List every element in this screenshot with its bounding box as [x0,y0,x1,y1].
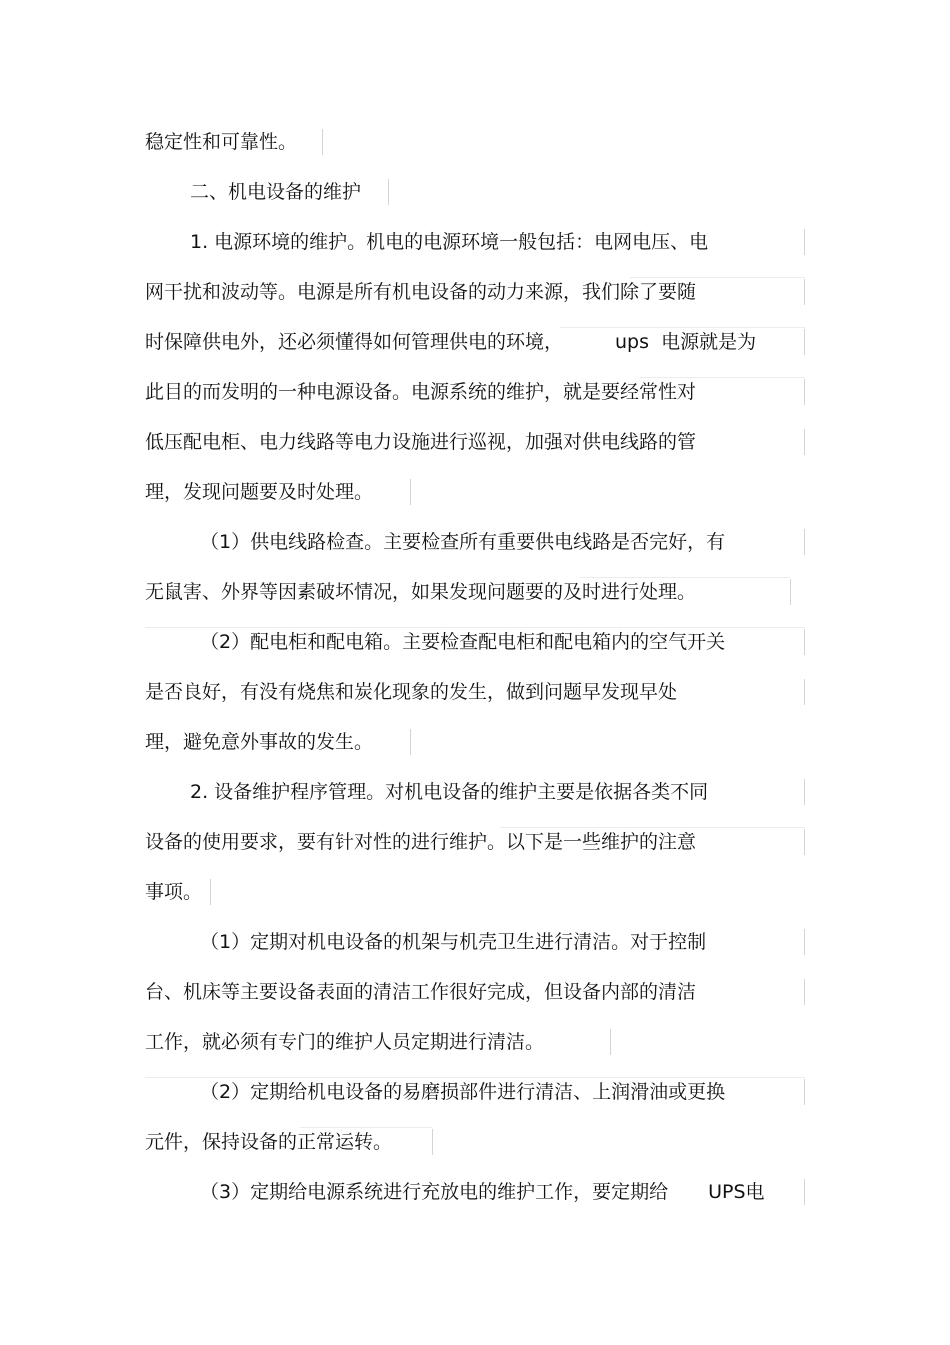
text-line: （2）定期给机电设备的易磨损部件进行清洁、上润滑油或更换 [200,1081,726,1103]
text-line [200,1177,805,1207]
text-line: 稳定性和可靠性。 [145,131,298,153]
line-edge [804,779,805,805]
text-line: 低压配电柜、电力线路等电力设施进行巡视，加强对供电线路的管 [145,431,697,453]
line-hint [145,1077,805,1078]
text-segment: UPS电 [708,1181,765,1203]
text-line: 事项。 [145,881,203,903]
line-edge [210,879,211,905]
line-edge [804,929,805,955]
line-edge [322,129,323,155]
line-edge [790,579,791,605]
line-edge [610,1029,611,1055]
section-heading: 二、机电设备的维护 [190,181,362,203]
line-edge [410,729,411,755]
text-line: 是否良好，有没有烧焦和炭化现象的发生，做到问题早发现早处 [145,681,678,703]
text-line: 无鼠害、外界等因素破坏情况，如果发现问题要的及时进行处理。 [145,581,697,603]
line-hint [630,277,805,278]
text-segment: （3）定期给电源系统进行充放电的维护工作，要定期给 [200,1181,669,1203]
line-hint [500,827,805,828]
text-line: 理，避免意外事故的发生。 [145,731,374,753]
line-edge [432,1129,433,1155]
line-hint [580,577,790,578]
line-edge [804,679,805,705]
line-edge [804,329,805,355]
text-line: 网干扰和波动等。电源是所有机电设备的动力来源，我们除了要随 [145,281,697,303]
text-line: （1）定期对机电设备的机架与机壳卫生进行清洁。对于控制 [200,931,707,953]
line-edge [804,979,805,1005]
text-segment: 时保障供电外，还必须懂得如何管理供电的环境， [145,331,564,353]
text-line: 台、机床等主要设备表面的清洁工作很好完成，但设备内部的清洁 [145,981,697,1003]
line-edge [804,829,805,855]
text-line: （2）配电柜和配电箱。主要检查配电柜和配电箱内的空气开关 [200,631,726,653]
line-hint [300,1127,432,1128]
line-hint [640,377,805,378]
text-line: 设备的使用要求，要有针对性的进行维护。以下是一些维护的注意 [145,831,697,853]
line-edge [804,379,805,405]
line-edge [410,479,411,505]
line-hint [560,327,805,328]
text-line: 1. 电源环境的维护。机电的电源环境一般包括：电网电压、电 [190,231,709,253]
line-edge [804,629,805,655]
text-line: （1）供电线路检查。主要检查所有重要供电线路是否完好，有 [200,531,726,553]
text-line: 理，发现问题要及时处理。 [145,481,374,503]
line-edge [804,1179,805,1205]
text-line [145,327,805,357]
line-edge [804,1079,805,1105]
text-segment: 电源就是为 [661,331,757,353]
text-line: 此目的而发明的一种电源设备。电源系统的维护，就是要经常性对 [145,381,697,403]
line-edge [388,179,389,205]
line-edge [804,429,805,455]
text-segment: ups [615,331,650,353]
text-line: 工作，就必须有专门的维护人员定期进行清洁。 [145,1031,545,1053]
line-edge [804,529,805,555]
line-hint [145,627,805,628]
text-line: 2. 设备维护程序管理。对机电设备的维护主要是依据各类不同 [190,781,709,803]
line-edge [804,229,805,255]
line-edge [804,279,805,305]
text-line: 元件，保持设备的正常运转。 [145,1131,393,1153]
